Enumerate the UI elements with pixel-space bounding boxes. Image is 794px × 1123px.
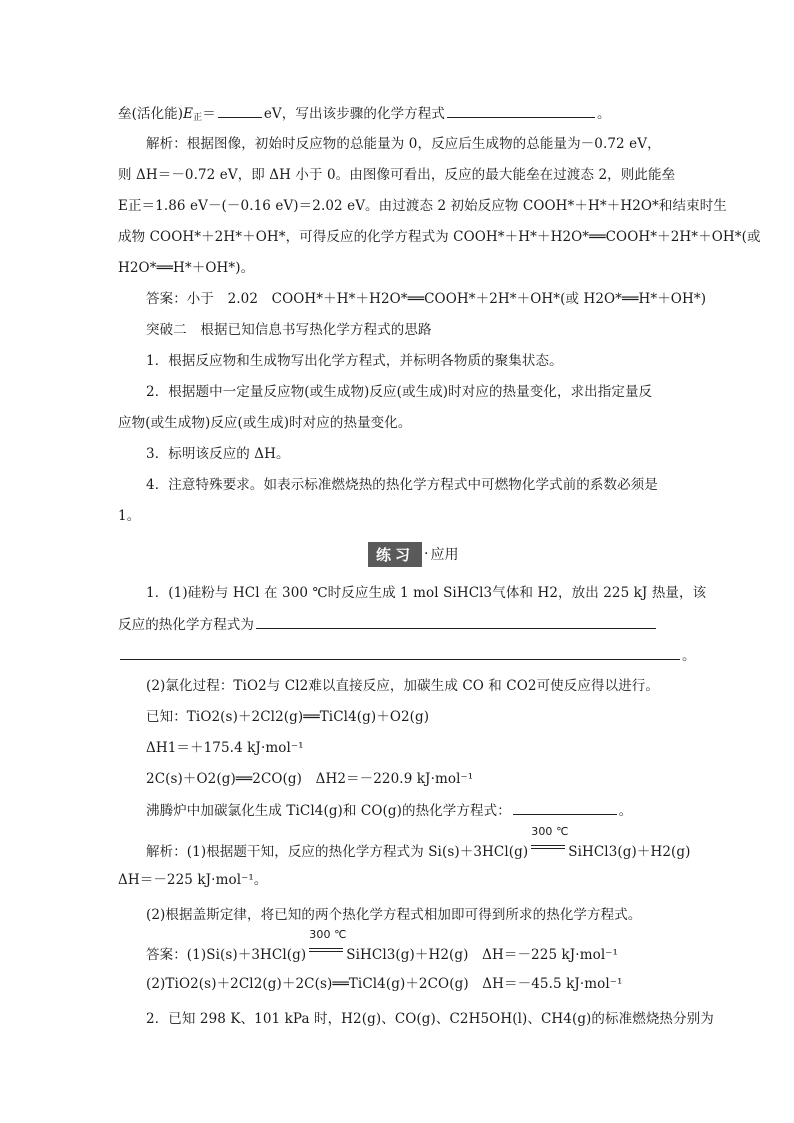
list-item: 2．根据题中一定量反应物(或生成物)反应(或生成)时对应的热量变化，求出指定量反	[146, 384, 653, 400]
analysis-line	[146, 825, 691, 862]
analysis-line: 成物 COOH*＋2H*＋OH*，可得反应的化学方程式为 COOH*＋H*＋H2O*══COOH*＋2H*＋OH*(或	[118, 229, 761, 245]
question-line: 已知：TiO2(s)＋2Cl2(g)══TiCl4(g)＋O2(g)	[146, 709, 430, 725]
list-item-cont: 应物(或生成物)反应(或生成)时对应的热量变化。	[118, 415, 412, 431]
equals-bar	[531, 848, 565, 849]
energy-symbol: E	[183, 106, 194, 122]
list-item: 3．标明该反应的 ΔH。	[146, 446, 290, 462]
question-line	[118, 645, 696, 666]
condition-label: 300 ℃	[531, 825, 569, 838]
section-heading: 突破二 根据已知信息书写热化学方程式的思路	[146, 322, 432, 338]
text: SiHCl3(g)＋H2(g) ΔH＝－225 kJ·mol⁻¹	[346, 947, 618, 963]
list-item: 4．注意特殊要求。如表示标准燃烧热的热化学方程式中可燃物化学式前的系数必须是	[146, 477, 658, 493]
text: 沸腾炉中加碳氯化生成 TiCl4(g)和 CO(g)的热化学方程式：	[146, 803, 511, 819]
answer-blank[interactable]	[256, 614, 656, 629]
question-line: 2C(s)＋O2(g)══2CO(g) ΔH2＝－220.9 kJ·mol⁻¹	[146, 771, 474, 787]
dot: ·	[424, 546, 429, 562]
analysis-line: E正＝1.86 eV－(－0.16 eV)＝2.02 eV。由过渡态 2 初始反应物 COOH*＋H*＋H2O*和结束时生	[118, 198, 727, 214]
text: SiHCl3(g)＋H2(g)	[568, 844, 691, 860]
practice-box: 练习	[368, 542, 422, 567]
text: 垒(活化能)	[118, 106, 184, 122]
text: 解析：(1)根据题干知，反应的热化学方程式为 Si(s)＋3HCl(g)	[146, 844, 529, 860]
question-line: (2)氯化过程：TiO2与 Cl2难以直接反应，加碳生成 CO 和 CO2可使反应得以进行。	[146, 678, 659, 694]
text: 。	[596, 106, 611, 122]
text: 。	[618, 803, 633, 819]
analysis-line: ΔH＝－225 kJ·mol⁻¹。	[118, 872, 268, 888]
answer-line	[146, 928, 618, 965]
text: 答案：(1)Si(s)＋3HCl(g)	[146, 947, 307, 963]
question-line	[118, 614, 658, 635]
text: 。	[682, 648, 696, 664]
analysis-line: H2O*══H*＋OH*)。	[118, 260, 255, 276]
question-line: ΔH1＝＋175.4 kJ·mol⁻¹	[146, 740, 304, 756]
text: 反应的热化学方程式为	[118, 617, 254, 633]
practice-label: 应用	[430, 547, 459, 563]
line-1	[118, 103, 611, 128]
subscript: 正	[193, 113, 203, 123]
condition-arrow	[531, 825, 569, 856]
question-line: 2．已知 298 K、101 kPa 时，H2(g)、CO(g)、C2H5OH(l)、CH4(g)的标准燃烧热分别为	[146, 1011, 714, 1027]
analysis-line: 则 ΔH＝－0.72 eV，即 ΔH 小于 0。由图像可看出，反应的最大能垒在过渡态 2，则此能垒	[118, 167, 676, 183]
equals-bar	[531, 845, 565, 846]
answer-blank[interactable]	[218, 103, 262, 118]
practice-header	[368, 542, 458, 566]
answer-blank[interactable]	[513, 800, 617, 815]
equals-bar	[309, 948, 343, 949]
analysis-line: 解析：根据图像，初始时反应物的总能量为 0，反应后生成物的总能量为－0.72 eV，	[146, 136, 661, 152]
answer-line: (2)TiO2(s)＋2Cl2(g)＋2C(s)══TiCl4(g)＋2CO(g) ΔH＝－45.5 kJ·mol⁻¹	[146, 976, 623, 992]
answer-line: 答案：小于 2.02 COOH*＋H*＋H2O*══COOH*＋2H*＋OH*(或 H2O*══H*＋OH*)	[146, 291, 707, 307]
list-item: 1．根据反应物和生成物写出化学方程式，并标明各物质的聚集状态。	[146, 353, 563, 369]
answer-blank[interactable]	[120, 645, 680, 660]
condition-label: 300 ℃	[309, 928, 347, 941]
condition-arrow	[309, 928, 347, 959]
list-item-cont: 1。	[118, 508, 141, 524]
question-line: 1．(1)硅粉与 HCl 在 300 ℃时反应生成 1 mol SiHCl3气体和 H2，放出 225 kJ 热量，该	[146, 585, 707, 601]
analysis-line: (2)根据盖斯定律，将已知的两个热化学方程式相加即可得到所求的热化学方程式。	[146, 907, 642, 923]
equals-bar	[309, 951, 343, 952]
answer-blank[interactable]	[447, 103, 595, 118]
text: eV，写出该步骤的化学方程式	[263, 106, 445, 122]
text: ＝	[202, 106, 216, 122]
question-line	[146, 800, 632, 821]
